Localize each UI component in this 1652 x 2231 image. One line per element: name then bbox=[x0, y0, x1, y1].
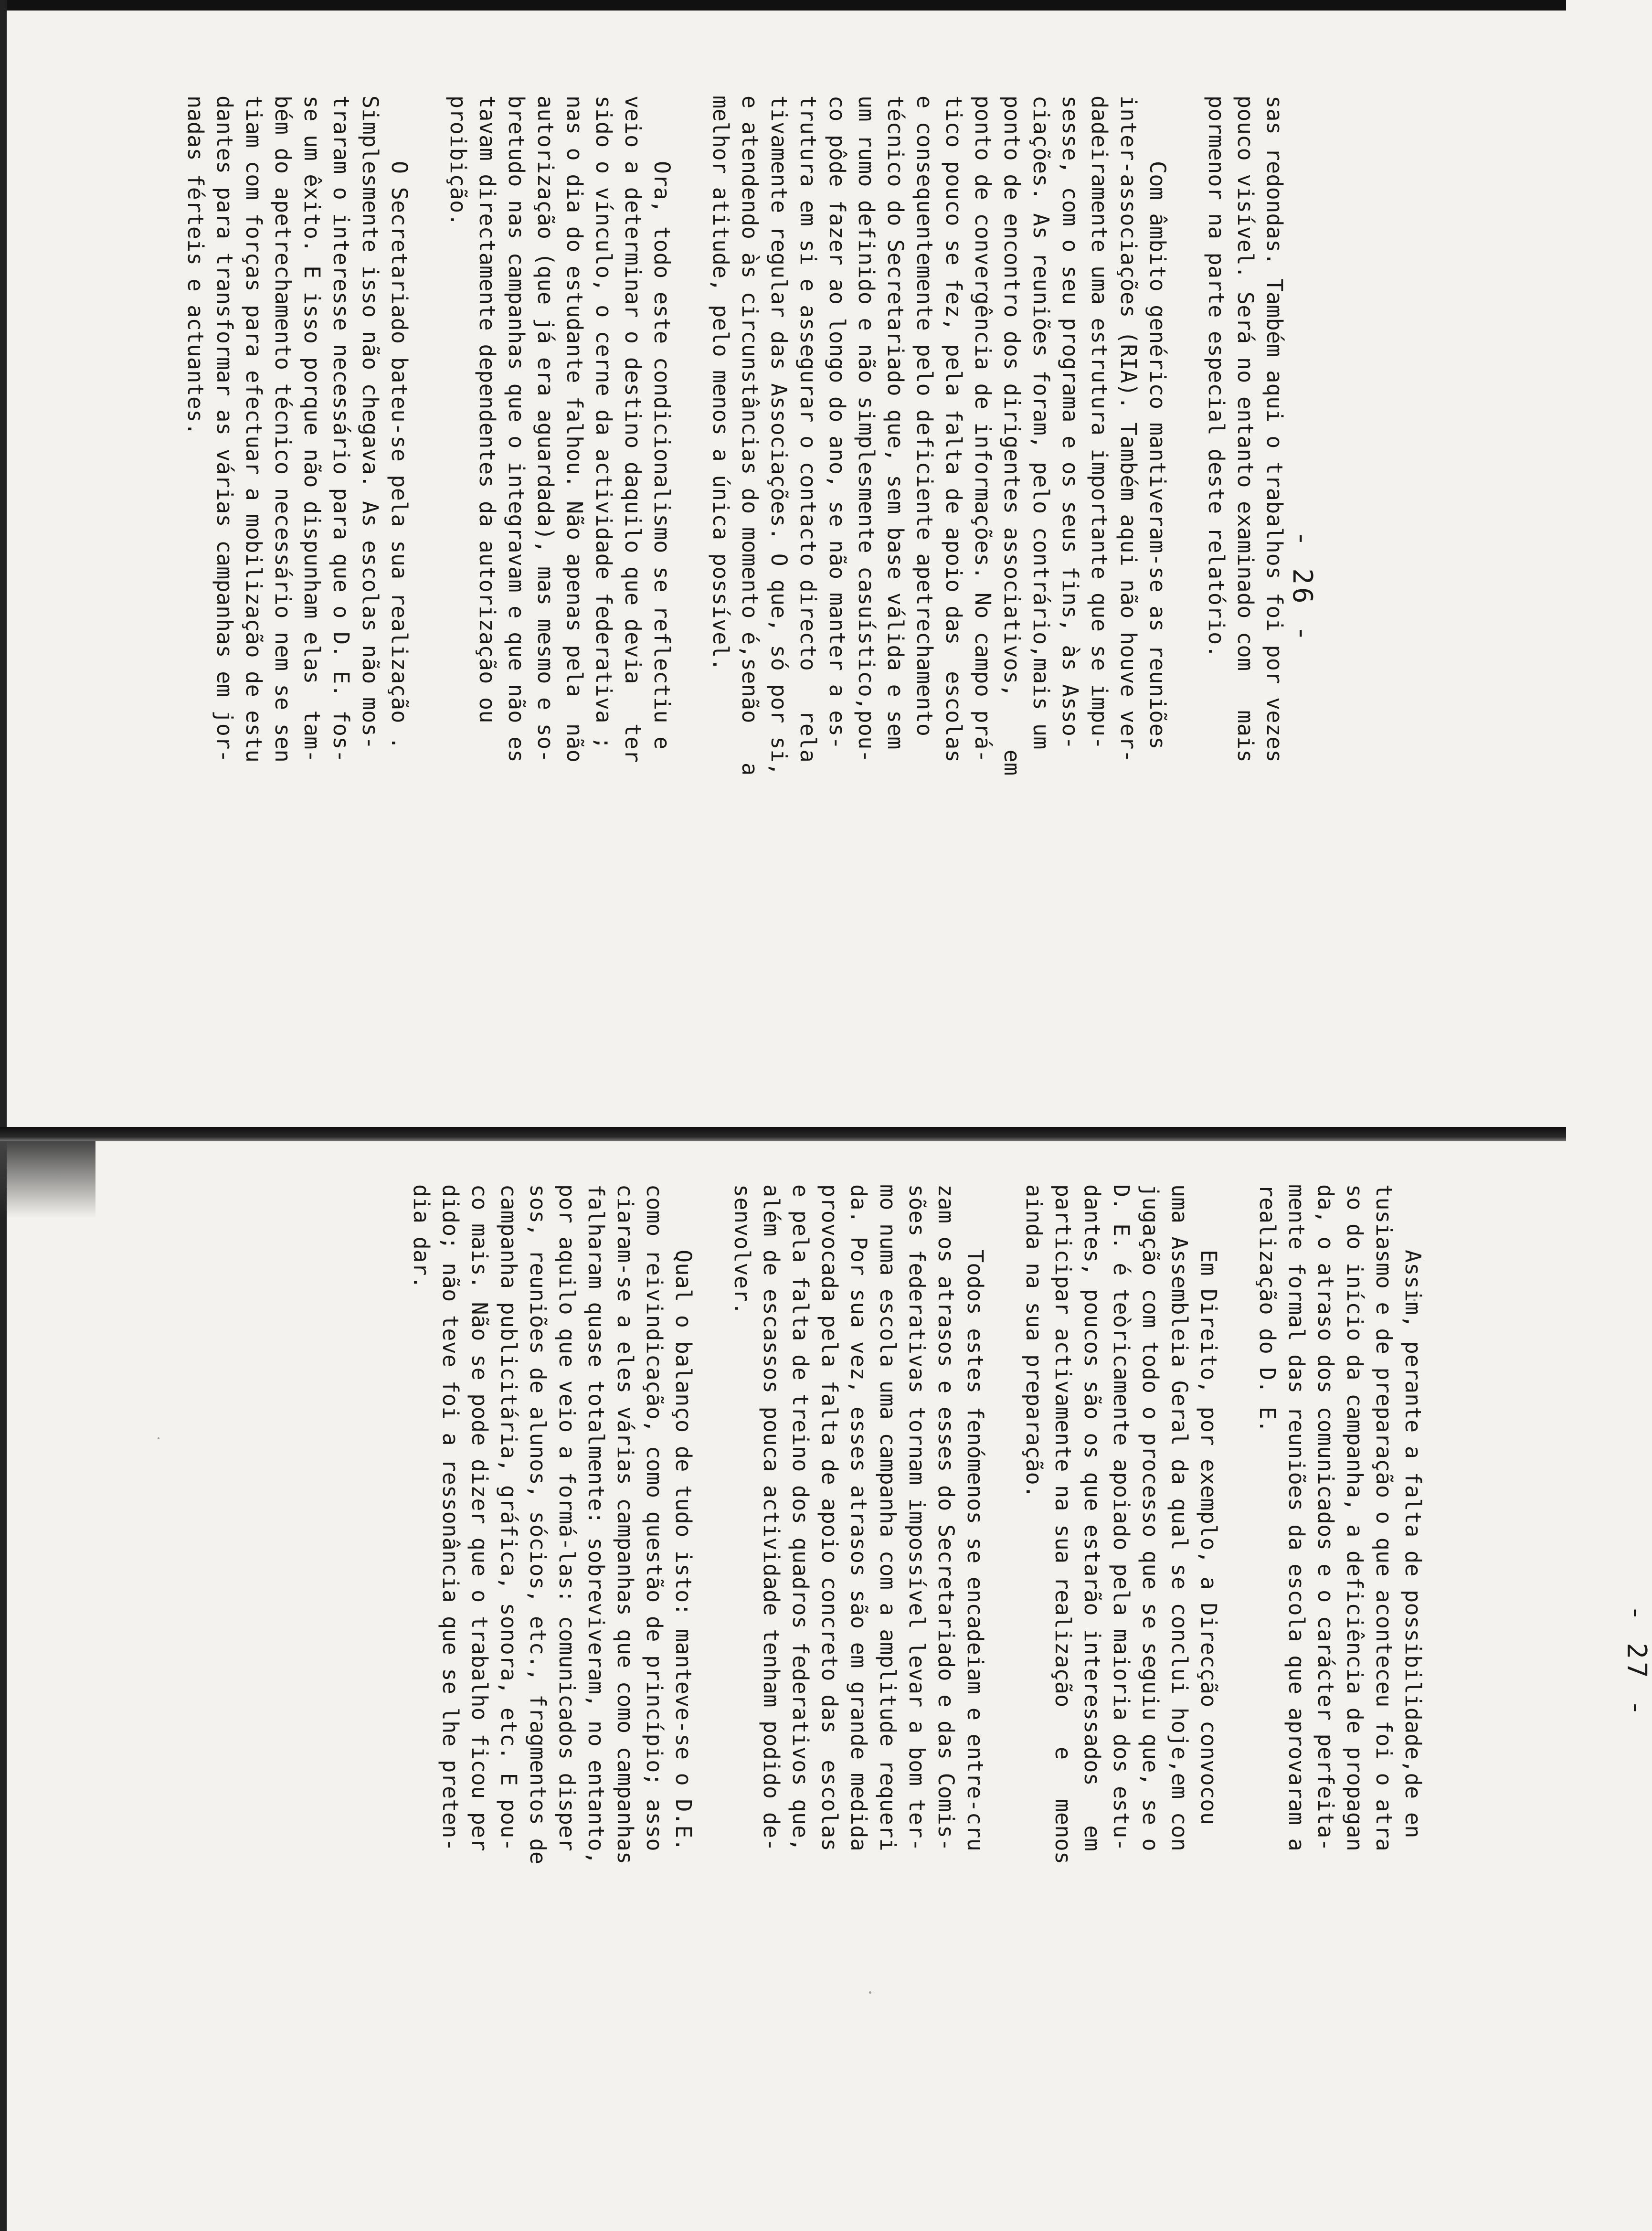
paragraph: Em Direito, por exemplo, a Direcção convocou uma Assembleia Geral da qual se conclui hoje,em con jugação com todo o processo que se seguiu que, se o D. E. é teòricamente apoiado pela maioria dos estu- dantes, poucos são os que estarão interessados em participar activamente na sua realização e menos ainda na sua preparação. bbox=[1021, 1184, 1221, 1865]
page-number: - 26 - bbox=[1287, 530, 1318, 645]
paragraph: Ora, todo este condicionalismo se reflectiu e veio a determinar o destino daquilo que devia ter sido o vínculo, o cerne da actividade federativa ; nas o dia do estudante falhou. Não apenas pela não autorização (que já era aguardada), mas mesmo e so- bretudo nas campanhas que o integravam e que não es tavam directamente dependentes da autorização ou proibição. bbox=[445, 96, 675, 763]
page-fold-rule bbox=[0, 1127, 1566, 1141]
paragraph: Com âmbito genérico mantiveram-se as reuniões inter-associações (RIA). Também aqui não houve ver- dadeiramente uma estrutura importante que se impu- sesse, com o seu programa e os seus fins, às Asso- ciações. As reuniões foram, pelo contrário,mais um ponto de encontro dos dirigentes associativos, em ponto de convergência de informações. No campo prá- tico pouco se fez, pela falta de apoio das escolas e consequentemente pelo deficiente apetrechamento técnico do Secretariado que, sem base válida e sem um rumo definido e não simplesmente casuístico,pou- co pôde fazer ao longo do ano, se não manter a es- trutura em si e assegurar o contacto directo rela tivamente regular das Associações. O que, só por si, e atendendo às circunstâncias do momento é,senão a melhor atitude, pelo menos a única possível. bbox=[708, 96, 1170, 776]
paragraph: O Secretariado bateu-se pela sua realização . Simplesmente isso não chegava. As escolas não mos- traram o interesse necessário para que o D. E. fos- se um êxito. E isso porque não dispunham elas tam- bém do apetrechamento técnico necessário nem se sen tiam com forças para efectuar a mobilização de estu dantes para transformar as várias campanhas em jor- nadas férteis e actuantes. bbox=[183, 96, 412, 763]
top-edge-rule bbox=[0, 0, 1566, 11]
paragraph: Assim, perante a falta de possibilidade,de en tusiasmo e de preparação o que aconteceu foi o atra so do início da campanha, a deficiência de propagan da, o atraso dos comunicados e o carácter perfeita- mente formal das reuniões da escola que aprovaram a realização do D. E. bbox=[1255, 1184, 1426, 1852]
page-26 bbox=[119, 96, 1318, 1079]
left-edge-rule bbox=[0, 0, 7, 2231]
page-27 bbox=[110, 1184, 1652, 2139]
fold-shadow bbox=[0, 1141, 95, 1218]
paragraph: sas redondas. Também aqui o trabalhos foi por vezes pouco visível. Será no entanto examinado com mais pormenor na parte especial deste relatório. bbox=[1204, 96, 1287, 763]
paragraph: Todos estes fenómenos se encadeiam e entre-cru zam os atrasos e esses do Secretariado e das Comis- sões federativas tornam impossível levar a bom ter- mo numa escola uma campanha com a amplitude requeri da. Por sua vez, esses atrasos são em grande medida provocada pela falta de apoio concreto das escolas e pela falta de treino dos quadros federativos que, além de escassos pouca actividade tenham podido de- senvolver. bbox=[730, 1184, 988, 1852]
paragraph: Qual o balanço de tudo isto: manteve-se o D.E. como reivindicação, como questão de princípio; asso ciaram-se a eles várias campanhas que como campanhas falharam quase totalmente: sobreviveram, no entanto, por aquilo que veio a formá-las: comunicados disper sos, reuniões de alunos, sócios, etc., fragmentos de campanha publicitária, gráfica, sonora, etc. E pou- co mais. Não se pode dizer que o trabalho ficou per dido; não teve foi a ressonância que se lhe preten- dia dar. bbox=[409, 1184, 696, 1865]
page-number: - 27 - bbox=[1621, 1604, 1652, 1719]
